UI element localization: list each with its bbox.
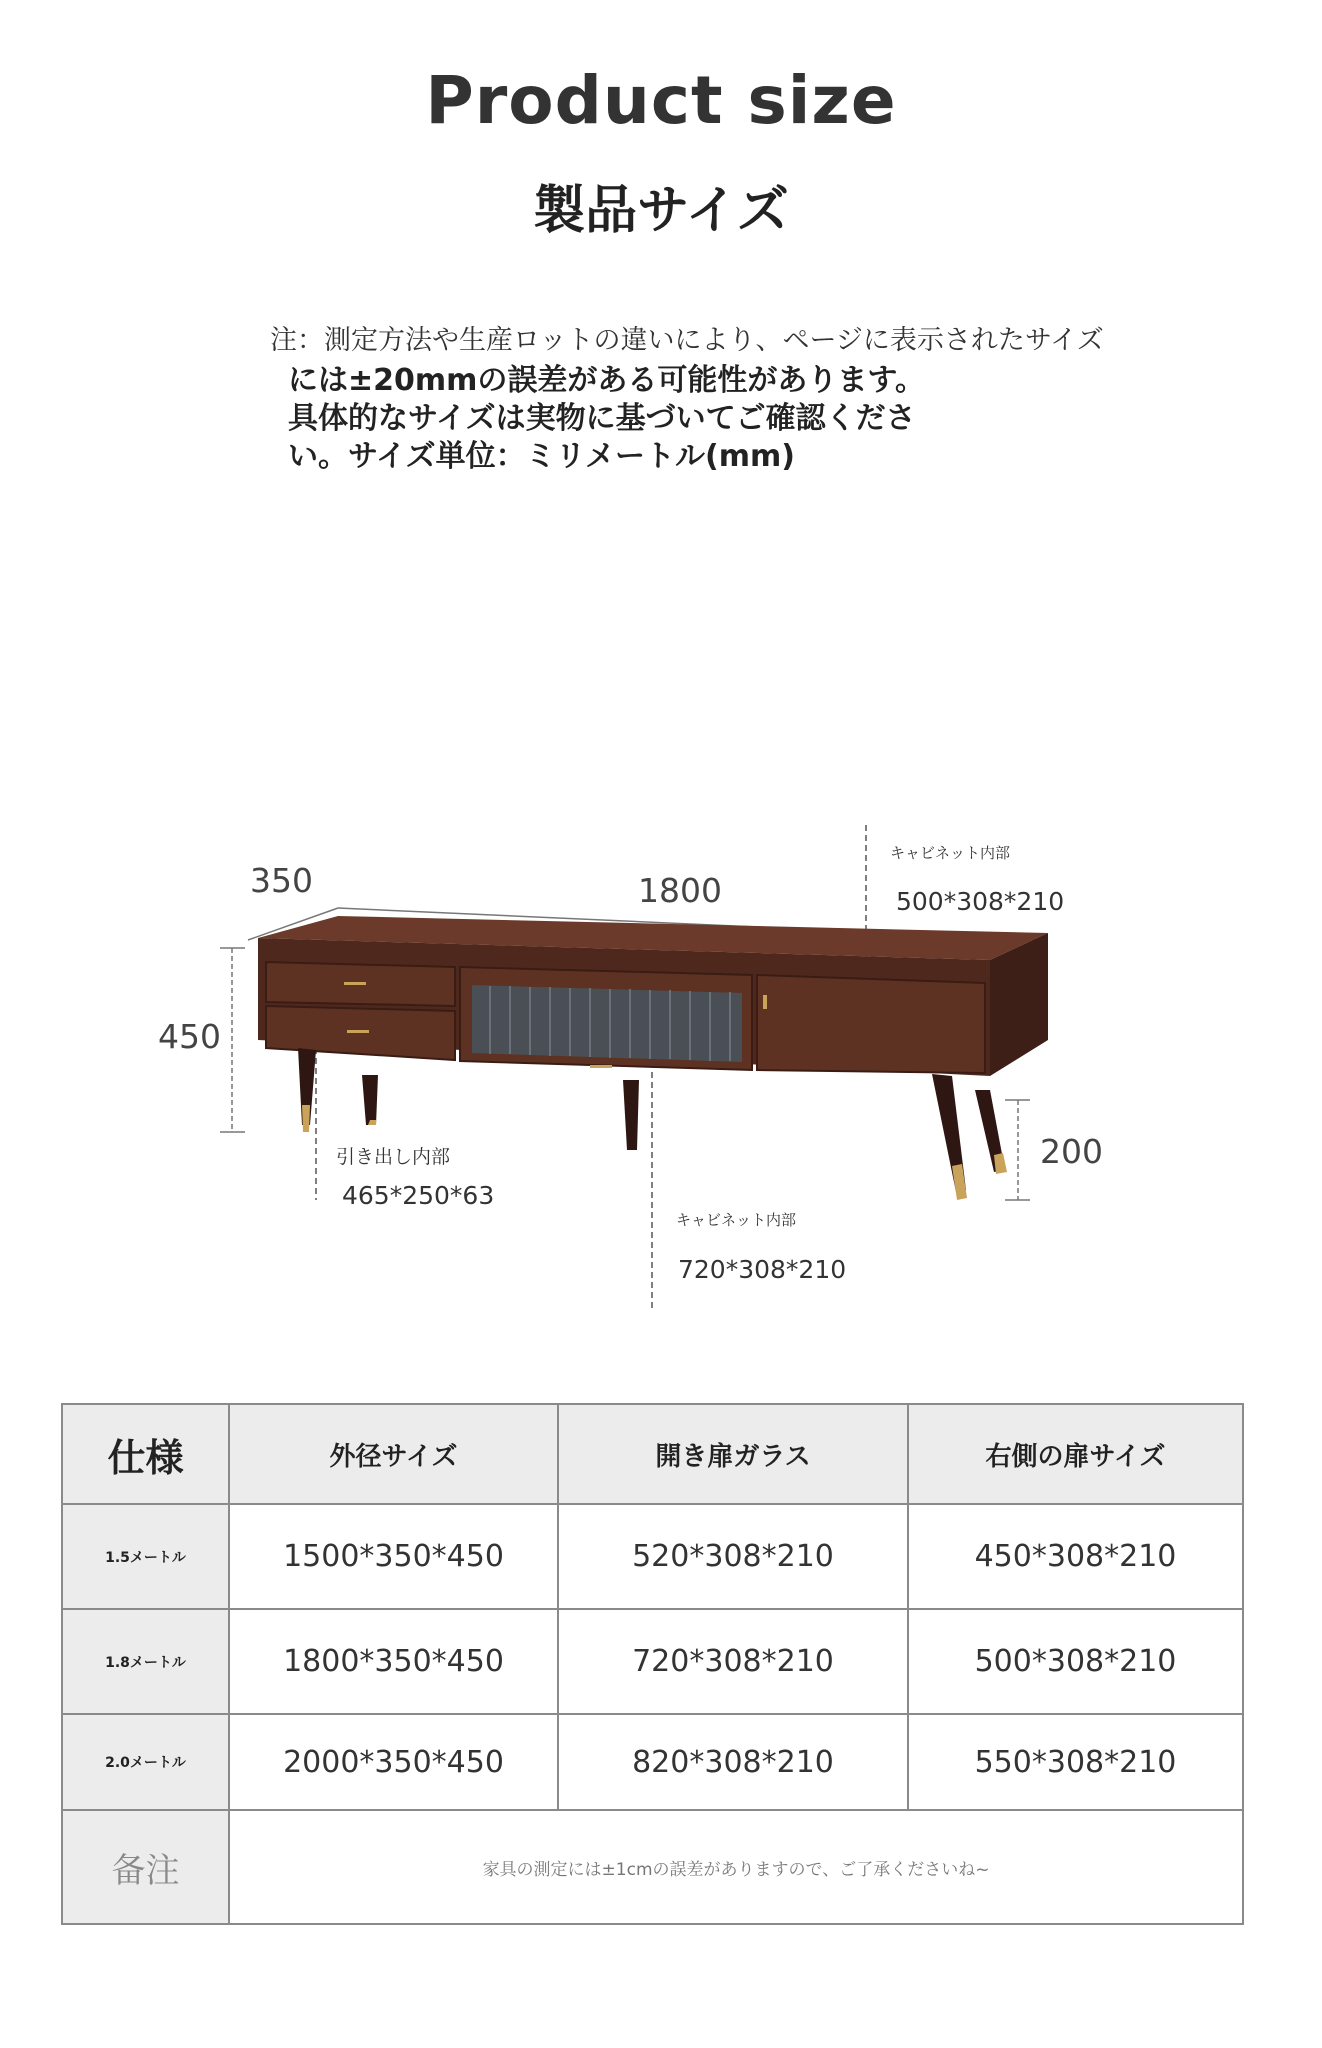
remark-label: 备注 (62, 1810, 229, 1924)
table-header-row (62, 1404, 1243, 1504)
drawer-value: 465*250*63 (342, 1181, 495, 1210)
row-spec-label: 1.8メートル (62, 1609, 229, 1714)
row-outer-size: 1800*350*450 (229, 1609, 558, 1714)
right-door (757, 975, 985, 1073)
right-door-handle (763, 995, 767, 1009)
length-label: 1800 (638, 871, 722, 910)
depth-label: 350 (250, 861, 313, 900)
row-spec-label: 2.0メートル (62, 1714, 229, 1810)
cabinet-center-label: キャビネット内部 (676, 1211, 797, 1229)
glass-door-pane (472, 985, 742, 1062)
table-row (62, 1504, 1243, 1609)
row-right-door: 450*308*210 (908, 1504, 1243, 1609)
row-outer-size: 1500*350*450 (229, 1504, 558, 1609)
tv-cabinet-illustration (0, 780, 1322, 1320)
spec-table (61, 1403, 1244, 1925)
row-glass-door: 720*308*210 (558, 1609, 908, 1714)
cabinet-right-label: キャビネット内部 (890, 844, 1011, 862)
back-leg-left (362, 1075, 378, 1125)
lower-drawer-handle (347, 1030, 369, 1033)
note-line-1: 注：測定方法や生産ロットの違いにより、ページに表示されたサイズ (270, 325, 1104, 356)
row-outer-size: 2000*350*450 (229, 1714, 558, 1810)
row-spec-label: 1.5メートル (62, 1504, 229, 1609)
header-glass-door: 開き扉ガラス (558, 1404, 908, 1504)
note-line-2: には±20mmの誤差がある可能性があります。 (288, 363, 926, 398)
glass-door-handle (590, 1065, 612, 1068)
cabinet-center-value: 720*308*210 (678, 1255, 847, 1284)
height-label: 450 (158, 1017, 221, 1056)
header-spec: 仕様 (62, 1404, 229, 1504)
drawer-label: 引き出し内部 (336, 1146, 451, 1168)
cabinet-right-value: 500*308*210 (896, 887, 1065, 916)
note-body (288, 362, 925, 476)
row-glass-door: 820*308*210 (558, 1714, 908, 1810)
header-outer-size: 外径サイズ (229, 1404, 558, 1504)
row-glass-door: 520*308*210 (558, 1504, 908, 1609)
note-line-3: 具体的なサイズは実物に基づいてご確認くださ (288, 401, 916, 436)
note-line-4: い。サイズ単位：ミリメートル(mm) (288, 439, 795, 474)
header-right-door: 右側の扉サイズ (908, 1404, 1243, 1504)
row-right-door: 550*308*210 (908, 1714, 1243, 1810)
upper-drawer-handle (344, 982, 366, 985)
title-japanese: 製品サイズ (533, 181, 789, 241)
remark-row (62, 1810, 1243, 1924)
table-row (62, 1714, 1243, 1810)
back-leg-center (623, 1080, 639, 1150)
remark-text: 家具の測定には±1cmの誤差がありますので、ご了承くださいね~ (229, 1810, 1243, 1924)
title-english: Product size (425, 62, 897, 139)
leg-height-label: 200 (1040, 1132, 1103, 1171)
row-right-door: 500*308*210 (908, 1609, 1243, 1714)
table-row (62, 1609, 1243, 1714)
